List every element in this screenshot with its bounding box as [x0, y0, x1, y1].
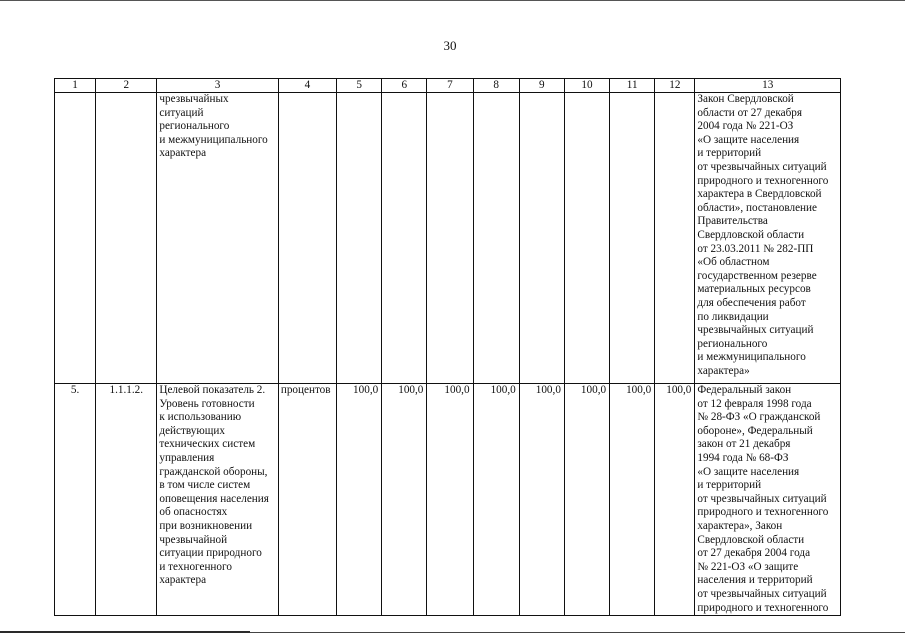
column-header-7: 7	[427, 79, 473, 93]
scan-edge-bottom	[0, 631, 250, 633]
value-cell	[427, 93, 473, 384]
table-row	[55, 384, 841, 616]
value-cell: 100,0	[655, 384, 695, 616]
column-header-6: 6	[382, 79, 427, 93]
value-cell: 100,0	[473, 384, 519, 616]
value-cell: 100,0	[564, 384, 609, 616]
value-cell	[337, 93, 382, 384]
indicator-name-cell: Целевой показатель 2. Уровень готовности к использованию действующих технических систем управления гражданской обороны, в том числе систем оповещения населения об опасностях при возникновении чрезвычайной ситуации природного и техногенного характера	[157, 384, 278, 616]
column-header-11: 11	[610, 79, 655, 93]
value-cell	[655, 93, 695, 384]
scan-edge-top	[0, 0, 905, 1]
value-cell	[519, 93, 564, 384]
row-number-cell	[55, 93, 96, 384]
column-header-13: 13	[695, 79, 841, 93]
column-header-10: 10	[564, 79, 609, 93]
value-cell	[382, 93, 427, 384]
row-number-cell: 5.	[55, 384, 96, 616]
value-cell: 100,0	[519, 384, 564, 616]
column-header-8: 8	[473, 79, 519, 93]
value-cell	[610, 93, 655, 384]
unit-cell: процентов	[278, 384, 336, 616]
value-cell	[564, 93, 609, 384]
value-cell: 100,0	[427, 384, 473, 616]
item-code-cell: 1.1.1.2.	[96, 384, 157, 616]
table-row	[55, 93, 841, 384]
scan-edge-bottom	[250, 632, 905, 633]
column-header-9: 9	[519, 79, 564, 93]
data-table	[54, 78, 841, 616]
page-number: 30	[443, 38, 457, 53]
column-header-1: 1	[55, 79, 96, 93]
header-row	[55, 79, 841, 93]
column-header-2: 2	[96, 79, 157, 93]
legal-basis-cell: Федеральный закон от 12 февраля 1998 года № 28-ФЗ «О гражданской обороне», Федеральный закон от 21 декабря 1994 года № 68-ФЗ «О защите населения и территорий от чрезвычайных ситуаций природного и техногенного характера», Закон Свердловской области от 27 декабря 2004 года № 221-ОЗ «О защите населения и территорий от чрезвычайных ситуаций природного и техногенного	[695, 384, 841, 616]
value-cell: 100,0	[610, 384, 655, 616]
column-header-12: 12	[655, 79, 695, 93]
column-header-5: 5	[337, 79, 382, 93]
value-cell: 100,0	[382, 384, 427, 616]
unit-cell	[278, 93, 336, 384]
legal-basis-cell: Закон Свердловской области от 27 декабря 2004 года № 221-ОЗ «О защите населения и территорий от чрезвычайных ситуаций природного и техногенного характера в Свердловской области», постановление Правительства Свердловской области от 23.03.2011 № 282-ПП «Об областном государственном резерве материальных ресурсов для обеспечения работ по ликвидации чрезвычайных ситуаций регионального и межмуниципального характера»	[695, 93, 841, 384]
column-header-3: 3	[157, 79, 278, 93]
indicator-name-cell: чрезвычайных ситуаций регионального и межмуниципального характера	[157, 93, 278, 384]
column-header-4: 4	[278, 79, 336, 93]
value-cell	[473, 93, 519, 384]
value-cell: 100,0	[337, 384, 382, 616]
item-code-cell	[96, 93, 157, 384]
